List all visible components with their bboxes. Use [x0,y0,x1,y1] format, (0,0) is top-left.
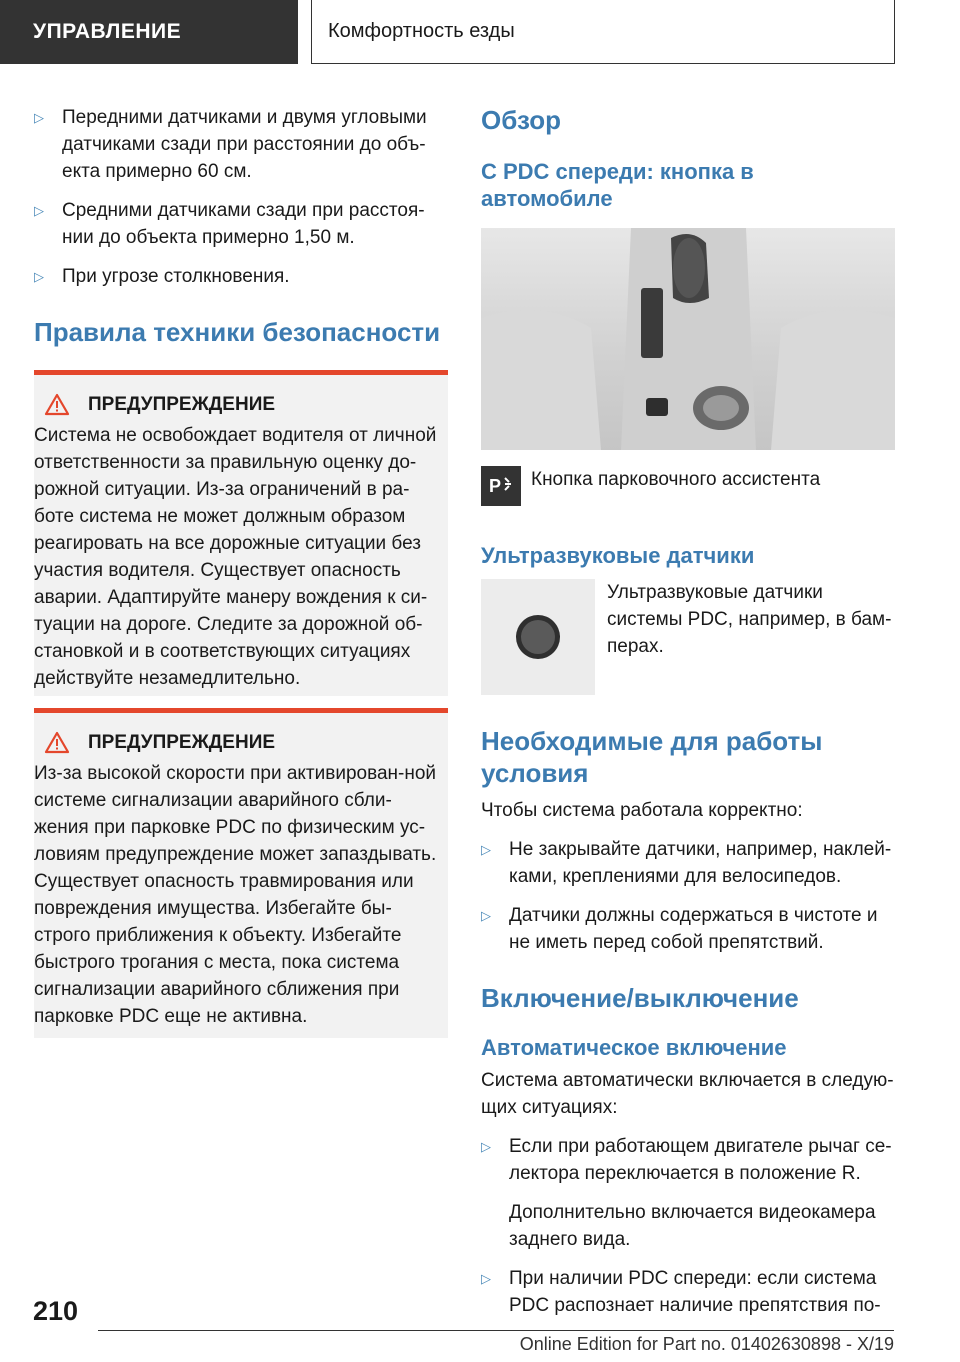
auto-on-intro: Система автоматически включается в следую-щих ситуациях: [481,1070,894,1118]
warning-title-text: ПРЕДУПРЕЖДЕНИЕ [88,731,276,753]
conditions-intro: Чтобы система работала корректно: [481,800,803,821]
sensors-heading: Ультразвуковые датчики [481,543,755,568]
chapter-title: Комфортность езды [328,20,515,42]
chapter-tab [311,0,895,64]
list-item-text: Средними датчиками сзади при расстоя-нии до объекта примерно 1,50 м. [62,200,425,248]
list-item [34,104,448,185]
triangle-bullet-icon: ▷ [481,1271,491,1286]
warning-box [34,370,448,696]
triangle-bullet-icon: ▷ [34,269,44,284]
button-caption: Кнопка парковочного ассистента [531,469,821,490]
list-item [34,197,448,251]
list-item [481,902,895,956]
list-item [34,263,448,290]
ultrasonic-sensor-photo [481,579,595,695]
list-item-continuation: Дополнительно включается видеокамера заднего вида. [509,1202,876,1250]
warning-title [34,393,438,416]
park-assist-button-icon [481,466,521,506]
triangle-bullet-icon: ▷ [481,842,491,857]
onoff-heading: Включение/выключение [481,983,799,1013]
page-number: 210 [33,1296,79,1326]
left-column [34,104,448,1038]
triangle-bullet-icon: ▷ [34,203,44,218]
list-item-text: При наличии PDC спереди: если система PDC распознает наличие препятствия по- [509,1268,881,1316]
conditions-heading: Необходимые для работы условия [481,726,823,788]
list-item-text: Датчики должны содержаться в чистоте и не иметь перед собой препятствий. [509,905,878,953]
sensors-text: Ультразвуковые датчики системы PDC, например, в бам-перах. [607,582,892,657]
list-item-text: Передними датчиками и двумя угловыми датчиками сзади при расстоянии до объ-екта примерно 60 см. [62,107,427,182]
list-item-text: Не закрывайте датчики, например, наклей-ками, креплениями для велосипедов. [509,839,892,887]
warning-triangle-icon [44,731,70,754]
right-column [481,104,895,1331]
section-title: УПРАВЛЕНИЕ [33,20,182,43]
park-assist-glyph [485,470,517,502]
list-item [481,1265,895,1319]
warning-text: Система не освобождает водителя от личной ответственности за правильную оценку до-рожной ситуации. Из-за ограничений в ра-боте система не может должным образом реагировать на все дорожные ситуации без участия водителя. Существует опасность аварии. Адаптируйте манеру вождения к си-туации на дороге. Следите за дорожной об-становкой и в соответствующих ситуациях действуйте незамедлительно. [34,425,437,689]
edition-info: Online Edition for Part no. 01402630898 - X/19 [519,1334,894,1354]
svg-text:P: P [489,476,502,496]
section-tab [0,0,298,64]
center-console-photo [481,228,895,450]
triangle-bullet-icon: ▷ [34,110,44,125]
warning-box [34,708,448,1038]
triangle-bullet-icon: ▷ [481,908,491,923]
list-item [481,1133,895,1187]
safety-heading: Правила техники безопасности [34,317,441,347]
sensors-row [481,579,895,695]
console-illustration [481,228,895,450]
list-item-text: Если при работающем двигателе рычаг се-лектора переключается в положение R. [509,1136,892,1184]
sensor-icon [513,612,563,662]
front-pdc-heading: С PDC спереди: кнопка в автомобиле [481,159,754,211]
auto-on-heading: Автоматическое включение [481,1035,787,1060]
triangle-bullet-icon: ▷ [481,1139,491,1154]
warning-title [34,731,438,754]
warning-title-text: ПРЕДУПРЕЖДЕНИЕ [88,393,276,415]
footer-divider [98,1330,894,1331]
button-caption-row [481,466,895,506]
overview-heading: Обзор [481,105,561,135]
list-item [481,836,895,890]
list-item-text: При угрозе столкновения. [62,266,290,287]
warning-text: Из-за высокой скорости при активирован-ной системе сигнализации аварийного сбли-жения при парковке PDC по физическим ус-ловиям предупреждение может запаздывать. Существует опасность травмирования или повреждения имущества. Избегайте бы-строго приближения к объекту. Избегайте быстрого трогания с места, пока система сигнализации аварийного сближения при парковке PDC еще не активна. [34,763,437,1027]
warning-triangle-icon [44,393,70,416]
